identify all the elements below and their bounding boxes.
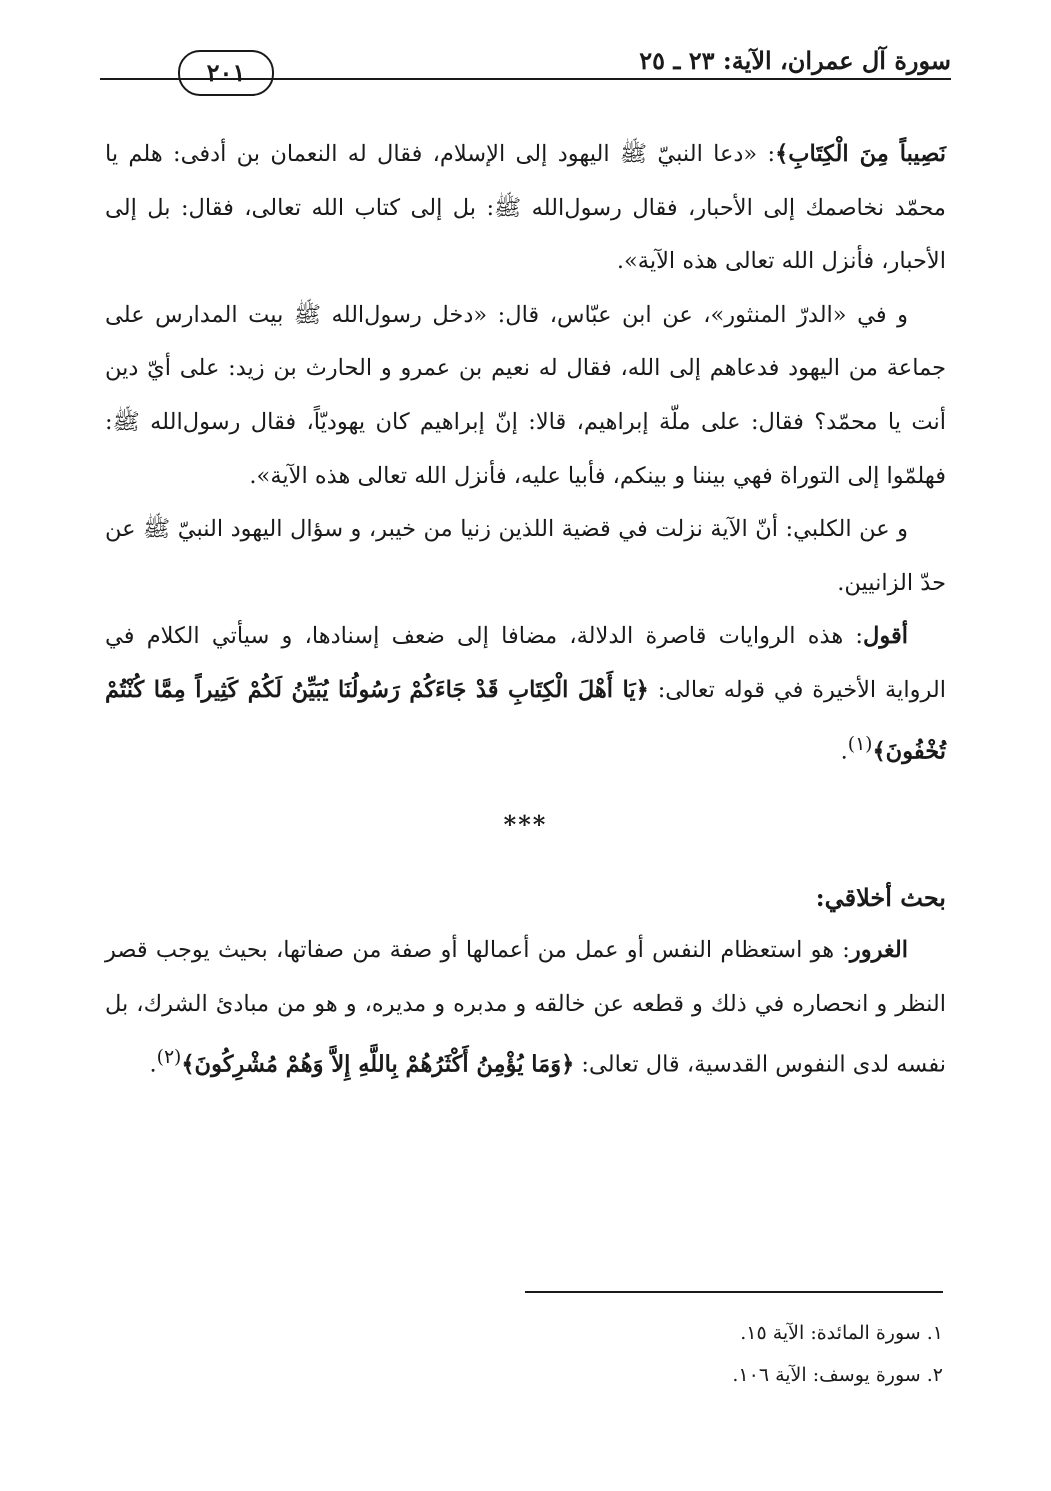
paragraph-5-text: : هو استعظام النفس أو عمل من أعمالها أو صفة من صفاتها، بحيث يوجب قصر النظر و انحصاره في ذلك و قطعه عن خالقه و مدبره و مديره، و هو من مبادئ الشرك، بل نفسه لدى النفوس القدسية، قال تعالى: [105,937,946,1078]
section-heading: بحث أخلاقي: [815,882,946,912]
quran-fragment: نَصِيباً مِنَ الْكِتَابِ﴾ [775,141,946,167]
header-rule [100,78,951,80]
paragraph-2: و في «الدرّ المنثور»، عن ابن عبّاس، قال: «دخل رسول‌الله ﷺ بيت المدارس على جماعة من اليهود فدعاهم إلى الله، فقال له نعيم بن عمرو و الحارث بن زيد: على أيّ دين أنت يا محمّد؟ فقال: على ملّة إبراهيم، قالا: إنّ إبراهيم كان يهوديّاً، فقال رسول‌الله ﷺ: فهلمّوا إلى التوراة فهي بيننا و بينكم، فأبيا عليه، فأنزل الله تعالى هذه الآية». [105,301,946,489]
footnote-ref-2: (٢) [156,1047,182,1069]
running-title: سورة آل عمران، الآية: ٢٣ ـ ٢٥ [639,46,951,75]
main-text [105,128,946,1093]
paragraph-4-text: : هذه الروايات قاصرة الدلالة، مضافا إلى ضعف إسنادها، و سيأتي الكلام في الرواية الأخيرة في قوله تعالى: [105,623,946,703]
paragraph-5 [105,924,946,1092]
quran-verse: ﴿يَا أَهْلَ الْكِتَابِ قَدْ جَاءَكُمْ رَسُولُنَا يُبَيِّنُ لَكُمْ كَثِيراً مِمَّا كُنْتُمْ تُخْفُونَ﴾ [105,676,946,765]
quran-verse: ﴿وَمَا يُؤْمِنُ أَكْثَرُهُمْ بِاللَّهِ إِلاَّ وَهُمْ مُشْرِكُونَ﴾ [181,1051,575,1078]
section-separator: *** [503,809,548,839]
paragraph-4-end: . [840,738,848,765]
paragraph-3: و عن الكلبي: أنّ الآية نزلت في قضية اللذين زنيا من خيبر، و سؤال اليهود النبيّ ﷺ عن حدّ الزانيين. [105,516,946,596]
aqul-label: أقول [863,623,908,650]
page-header [100,40,951,87]
footnote-2: ٢. سورة يوسف: الآية ١٠٦. [732,1364,943,1386]
footnote-1: ١. سورة المائدة: الآية ١٥. [740,1322,943,1344]
paragraph-1 [105,128,946,289]
footnote-rule [525,1291,943,1293]
paragraph-1-text: : «دعا النبيّ ﷺ اليهود إلى الإسلام، فقال له النعمان بن أدفى: هلم يا محمّد نخاصمك إلى الأحبار، فقال رسول‌الله ﷺ: بل إلى كتاب الله تعالى، فقال: بل إلى الأحبار، فأنزل الله تعالى هذه الآية». [105,141,946,275]
footnote-ref-1: (١) [847,733,873,755]
term-label: الغرور [849,937,908,964]
paragraph-4 [105,610,946,778]
page-number: ٢٠١ [178,50,274,96]
paragraph-5-end: . [149,1051,157,1078]
footnotes [343,1312,943,1396]
